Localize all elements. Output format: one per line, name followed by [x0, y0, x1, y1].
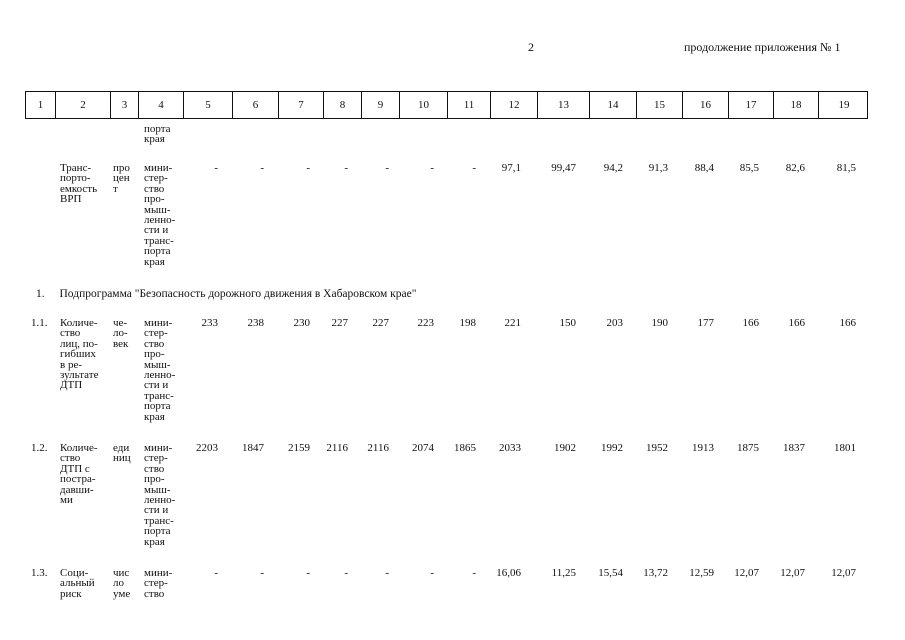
value-col-19: 1801 — [834, 442, 856, 454]
row-number: 1.2. — [31, 442, 48, 454]
value-col-15: 91,3 — [648, 162, 668, 174]
indicator-name: Количе- ство ДТП с постра- давши- ми — [60, 442, 98, 507]
value-col-18: 166 — [788, 317, 805, 329]
value-col-15: 1952 — [646, 442, 668, 454]
value-col-17: 166 — [742, 317, 759, 329]
value-col-11: - — [472, 162, 476, 174]
value-col-19: 12,07 — [831, 567, 856, 579]
column-header-8: 8 — [324, 92, 362, 118]
unit-of-measure: про цен т — [113, 162, 130, 195]
value-col-6: 238 — [247, 317, 264, 329]
value-col-18: 82,6 — [785, 162, 805, 174]
column-header-14: 14 — [590, 92, 637, 118]
value-col-16: 88,4 — [694, 162, 714, 174]
value-col-7: 230 — [293, 317, 310, 329]
column-header-12: 12 — [491, 92, 538, 118]
section-number: 1. — [36, 288, 45, 300]
value-col-8: - — [344, 567, 348, 579]
value-col-11: - — [472, 567, 476, 579]
value-col-16: 1913 — [692, 442, 714, 454]
value-col-19: 166 — [839, 317, 856, 329]
column-number-header — [25, 91, 868, 119]
value-col-18: 1837 — [783, 442, 805, 454]
value-col-17: 85,5 — [739, 162, 759, 174]
value-col-11: 1865 — [454, 442, 476, 454]
value-col-13: 150 — [559, 317, 576, 329]
value-col-9: - — [385, 162, 389, 174]
column-header-19: 19 — [838, 99, 850, 111]
value-col-16: 177 — [697, 317, 714, 329]
carryover-agency-text: порта края — [144, 123, 171, 146]
unit-of-measure: чис ло уме — [113, 567, 131, 600]
value-col-10: - — [430, 567, 434, 579]
unit-of-measure: еди ниц — [113, 442, 131, 465]
indicator-name: Соци- альный риск — [60, 567, 95, 600]
value-col-8: 227 — [331, 317, 348, 329]
value-col-12: 16,06 — [496, 567, 521, 579]
column-header-1: 1 — [26, 92, 56, 118]
value-col-17: 1875 — [737, 442, 759, 454]
indicator-name: Количе- ство лиц, по- гибших в ре- зультате ДТП — [60, 317, 99, 392]
value-col-9: 227 — [372, 317, 389, 329]
value-col-7: - — [306, 567, 310, 579]
column-header-13: 13 — [538, 92, 590, 118]
continuation-note: продолжение приложения № 1 — [684, 40, 841, 54]
value-col-13: 11,25 — [551, 567, 576, 579]
column-header-7: 7 — [279, 92, 324, 118]
indicator-name: Транс- порто- емкость ВРП — [60, 162, 98, 206]
value-col-13: 1902 — [554, 442, 576, 454]
value-col-10: 223 — [417, 317, 434, 329]
value-col-8: - — [344, 162, 348, 174]
column-header-15: 15 — [637, 92, 683, 118]
value-col-6: - — [260, 567, 264, 579]
value-col-10: 2074 — [412, 442, 434, 454]
value-col-12: 2033 — [499, 442, 521, 454]
column-header-2: 2 — [56, 92, 111, 118]
value-col-5: 233 — [201, 317, 218, 329]
unit-of-measure: че- ло- век — [113, 317, 129, 350]
value-col-5: 2203 — [196, 442, 218, 454]
value-col-13: 99,47 — [551, 162, 576, 174]
responsible-agency: мини- стер- ство про- мыш- ленно- сти и транс- порта края — [144, 442, 176, 548]
value-col-5: - — [214, 567, 218, 579]
value-col-18: 12,07 — [780, 567, 805, 579]
value-col-14: 15,54 — [598, 567, 623, 579]
value-col-5: - — [214, 162, 218, 174]
value-col-14: 1992 — [601, 442, 623, 454]
value-col-7: - — [306, 162, 310, 174]
value-col-8: 2116 — [326, 442, 348, 454]
section-title: Подпрограмма "Безопасность дорожного движения в Хабаровском крае" — [59, 288, 417, 300]
value-col-11: 198 — [459, 317, 476, 329]
page-number: 2 — [528, 40, 534, 54]
column-header-17: 17 — [729, 92, 774, 118]
column-header-10: 10 — [400, 92, 448, 118]
value-col-12: 221 — [504, 317, 521, 329]
value-col-10: - — [430, 162, 434, 174]
value-col-6: 1847 — [242, 442, 264, 454]
value-col-16: 12,59 — [689, 567, 714, 579]
column-header-18: 18 — [774, 92, 819, 118]
column-header-4: 4 — [139, 92, 184, 118]
value-col-6: - — [260, 162, 264, 174]
value-col-15: 190 — [651, 317, 668, 329]
section-heading — [36, 288, 416, 300]
column-header-9: 9 — [362, 92, 400, 118]
value-col-17: 12,07 — [734, 567, 759, 579]
column-header-11: 11 — [448, 92, 491, 118]
column-header-3: 3 — [111, 92, 139, 118]
value-col-14: 94,2 — [603, 162, 623, 174]
column-header-5: 5 — [184, 92, 233, 118]
column-header-6: 6 — [233, 92, 279, 118]
value-col-12: 97,1 — [501, 162, 521, 174]
row-number: 1.1. — [31, 317, 48, 329]
value-col-9: 2116 — [367, 442, 389, 454]
row-number: 1.3. — [31, 567, 48, 579]
responsible-agency: мини- стер- ство про- мыш- ленно- сти и транс- порта края — [144, 317, 176, 423]
value-col-7: 2159 — [288, 442, 310, 454]
value-col-19: 81,5 — [836, 162, 856, 174]
responsible-agency: мини- стер- ство про- мыш- ленно- сти и транс- порта края — [144, 162, 176, 268]
value-col-15: 13,72 — [643, 567, 668, 579]
value-col-14: 203 — [606, 317, 623, 329]
value-col-9: - — [385, 567, 389, 579]
column-header-16: 16 — [683, 92, 729, 118]
responsible-agency: мини- стер- ство — [144, 567, 173, 600]
